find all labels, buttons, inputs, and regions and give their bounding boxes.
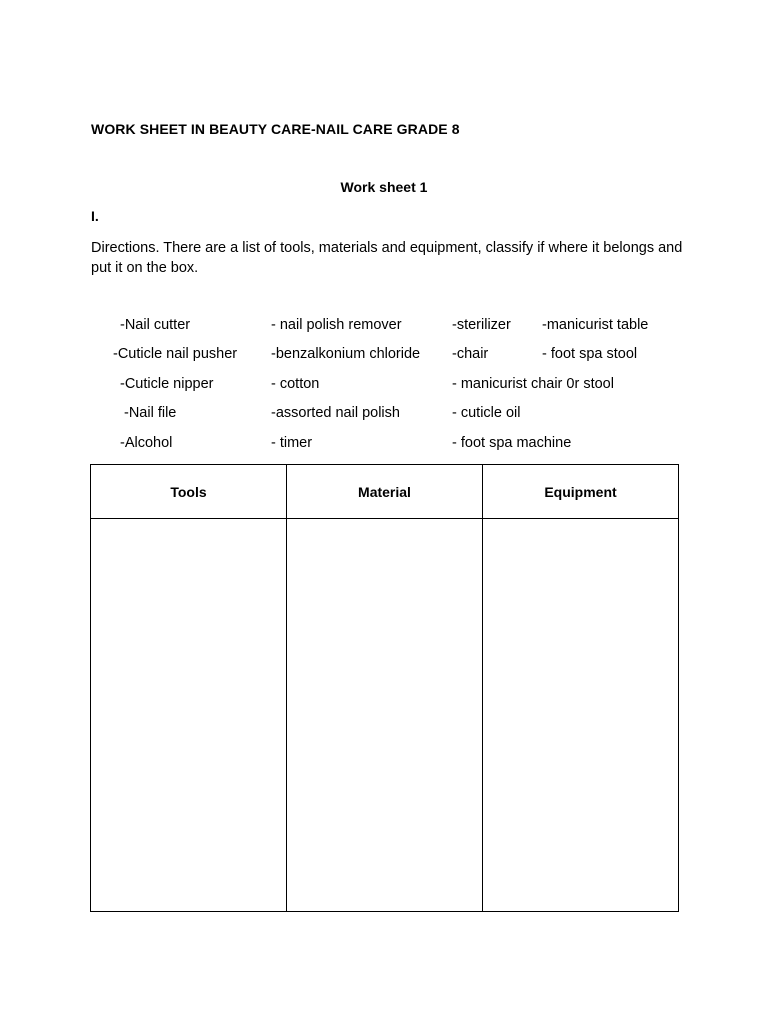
list-item-sterilizer: -sterilizer [452,317,511,333]
list-item-alcohol: -Alcohol [120,435,173,451]
material-answer-cell[interactable] [287,519,483,912]
list-item-manicurist-chair-or-stool: - manicurist chair 0r stool [452,376,614,392]
equipment-answer-cell[interactable] [483,519,679,912]
list-item-foot-spa-machine: - foot spa machine [452,435,572,451]
list-item-benzalkonium-chloride: -benzalkonium chloride [271,346,421,362]
list-item-cuticle-nail-pusher: -Cuticle nail pusher [113,346,238,362]
list-item-manicurist-table: -manicurist table [542,317,649,333]
table-row [91,519,679,912]
list-item-nail-file: -Nail file [124,405,177,421]
list-item-nail-cutter: -Nail cutter [120,317,191,333]
tools-answer-cell[interactable] [91,519,287,912]
section-number: I. [91,208,99,224]
header-material: Material [287,465,483,519]
classification-table [90,464,679,912]
worksheet-subtitle: Work sheet 1 [340,179,428,195]
list-item-cotton: - cotton [271,376,320,392]
header-tools: Tools [91,465,287,519]
list-item-nail-polish-remover: - nail polish remover [271,317,402,333]
header-equipment: Equipment [483,465,679,519]
list-item-chair: -chair [452,346,489,362]
directions-text: Directions. There are a list of tools, materials and equipment, classify if where it belongs and put it on the box. [91,240,683,276]
list-item-timer: - timer [271,435,313,451]
list-item-assorted-nail-polish: -assorted nail polish [271,405,400,421]
list-item-cuticle-oil: - cuticle oil [452,405,521,421]
worksheet-title: WORK SHEET IN BEAUTY CARE-NAIL CARE GRADE 8 [91,121,460,137]
list-item-cuticle-nipper: -Cuticle nipper [120,376,214,392]
list-item-foot-spa-stool: - foot spa stool [542,346,638,362]
table-header-row [91,465,679,519]
